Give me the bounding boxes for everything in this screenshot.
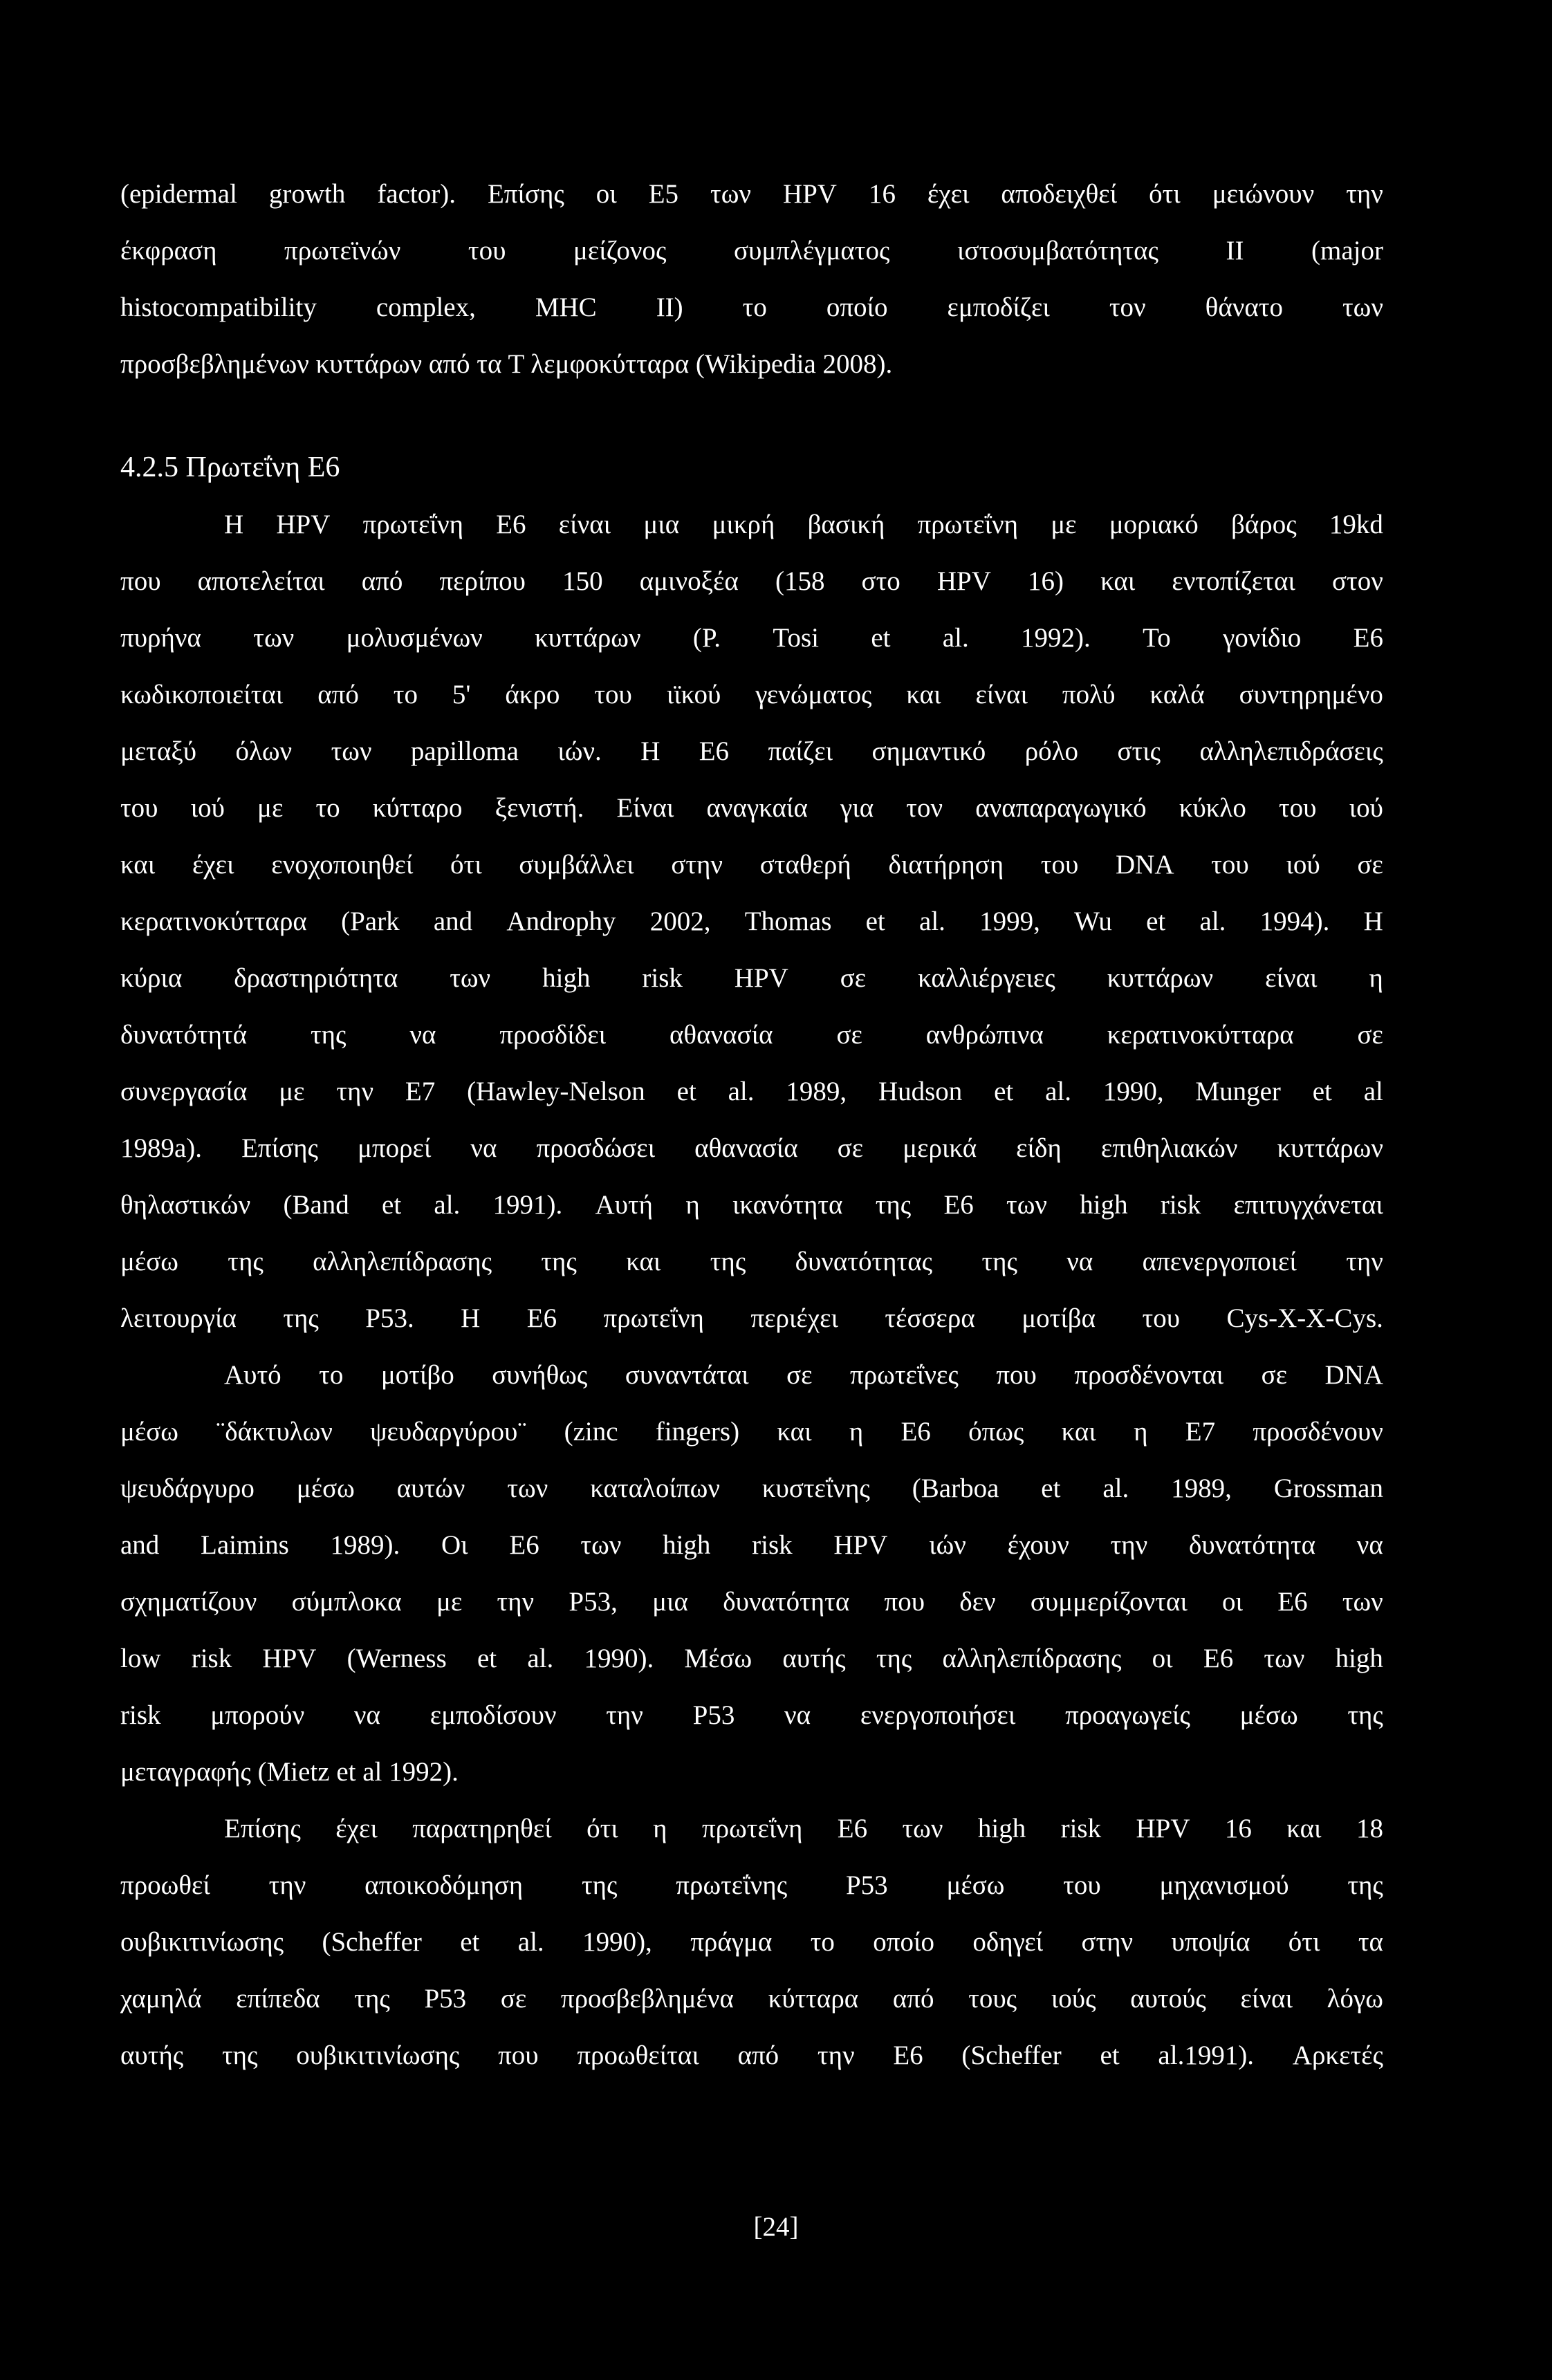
- text-line: του ιού με το κύτταρο ξενιστή. Είναι αναγκαία για τον αναπαραγωγικό κύκλο του ιού: [120, 793, 1383, 823]
- text-line: κωδικοποιείται από το 5' άκρο του ιϊκού γενώματος και είναι πολύ καλά συντηρημένο: [120, 680, 1383, 709]
- text-line: προωθεί την αποικοδόμηση της πρωτεΐνης P53 μέσω του μηχανισμού της: [120, 1870, 1383, 1900]
- text-line: δυνατότητά της να προσδίδει αθανασία σε ανθρώπινα κερατινοκύτταρα σε: [120, 1020, 1383, 1050]
- text-line: μεταγραφής (Mietz et al 1992).: [120, 1757, 459, 1787]
- text-line: σχηματίζουν σύμπλοκα με την P53, μια δυνατότητα που δεν συμμερίζονται οι Ε6 των: [120, 1587, 1383, 1617]
- paragraph-zinc-fingers: [120, 1347, 1383, 1801]
- text-line: histocompatibility complex, MHC II) το οποίο εμποδίζει τον θάνατο των: [120, 292, 1383, 322]
- section-heading: 4.2.5 Πρωτεΐνη Ε6: [120, 452, 340, 483]
- text-line: ψευδάργυρο μέσω αυτών των καταλοίπων κυστεΐνης (Barboa et al. 1989, Grossman: [120, 1473, 1383, 1503]
- text-line: risk μπορούν να εμποδίσουν την P53 να ενεργοποιήσει προαγωγείς μέσω της: [120, 1700, 1383, 1730]
- text-line: πυρήνα των μολυσμένων κυττάρων (P. Tosi et al. 1992). Το γονίδιο Ε6: [120, 623, 1383, 653]
- text-line: θηλαστικών (Band et al. 1991). Αυτή η ικανότητα της Ε6 των high risk επιτυγχάνεται: [120, 1190, 1383, 1220]
- text-line: ουβικιτινίωσης (Scheffer et al. 1990), πράγμα το οποίο οδηγεί στην υποψία ότι τα: [120, 1927, 1383, 1957]
- page-number: [24]: [753, 2212, 799, 2242]
- paragraph-ubiquitination: [120, 1801, 1383, 2084]
- text-line: (epidermal growth factor). Επίσης οι Ε5 των HPV 16 έχει αποδειχθεί ότι μειώνουν την: [120, 179, 1383, 209]
- text-line: κύρια δραστηριότητα των high risk HPV σε καλλιέργειες κυττάρων είναι η: [120, 963, 1383, 993]
- text-line: μέσω ¨δάκτυλων ψευδαργύρου¨ (zinc fingers) και η Ε6 όπως και η Ε7 προσδένουν: [120, 1417, 1383, 1447]
- text-line: μέσω της αλληλεπίδρασης της και της δυνατότητας της να απενεργοποιεί την: [120, 1247, 1383, 1276]
- text-line: έκφραση πρωτεϊνών του μείζονος συμπλέγματος ιστοσυμβατότητας ΙΙ (major: [120, 236, 1383, 266]
- text-line: και έχει ενοχοποιηθεί ότι συμβάλλει στην σταθερή διατήρηση του DNA του ιού σε: [120, 850, 1383, 880]
- text-line: αυτής της ουβικιτινίωσης που προωθείται από την Ε6 (Scheffer et al.1991). Αρκετές: [120, 2040, 1383, 2070]
- intro-paragraph: [120, 166, 1383, 393]
- text-line: low risk HPV (Werness et al. 1990). Μέσω αυτής της αλληλεπίδρασης οι Ε6 των high: [120, 1644, 1383, 1673]
- text-line: and Laimins 1989). Οι Ε6 των high risk HPV ιών έχουν την δυνατότητα να: [120, 1530, 1383, 1560]
- text-line: χαμηλά επίπεδα της P53 σε προσβεβλημένα κύτταρα από τους ιούς αυτούς είναι λόγω: [120, 1984, 1383, 2014]
- text-line: συνεργασία με την Ε7 (Hawley-Nelson et al. 1989, Hudson et al. 1990, Munger et al: [120, 1077, 1383, 1106]
- text-line: Επίσης έχει παρατηρηθεί ότι η πρωτεΐνη Ε6 των high risk HPV 16 και 18: [224, 1814, 1383, 1843]
- text-line: κερατινοκύτταρα (Park and Androphy 2002, Thomas et al. 1999, Wu et al. 1994). Η: [120, 907, 1383, 936]
- text-line: Αυτό το μοτίβο συνήθως συναντάται σε πρωτεΐνες που προσδένονται σε DNA: [224, 1360, 1383, 1390]
- text-line: μεταξύ όλων των papilloma ιών. Η Ε6 παίζει σημαντικό ρόλο στις αλληλεπιδράσεις: [120, 736, 1383, 766]
- text-line: Η HPV πρωτεΐνη Ε6 είναι μια μικρή βασική πρωτεΐνη με μοριακό βάρος 19kd: [224, 510, 1383, 539]
- text-line: λειτουργία της P53. Η Ε6 πρωτεΐνη περιέχει τέσσερα μοτίβα του Cys-X-X-Cys.: [120, 1303, 1383, 1333]
- text-line: 1989a). Επίσης μπορεί να προσδώσει αθανασία σε μερικά είδη επιθηλιακών κυττάρων: [120, 1133, 1383, 1163]
- text-line: προσβεβλημένων κυττάρων από τα Τ λεμφοκύτταρα (Wikipedia 2008).: [120, 349, 893, 379]
- paragraph-e6-description: [120, 496, 1383, 1347]
- document-page: [120, 166, 1383, 2084]
- text-line: που αποτελείται από περίπου 150 αμινοξέα (158 στο HPV 16) και εντοπίζεται στον: [120, 566, 1383, 596]
